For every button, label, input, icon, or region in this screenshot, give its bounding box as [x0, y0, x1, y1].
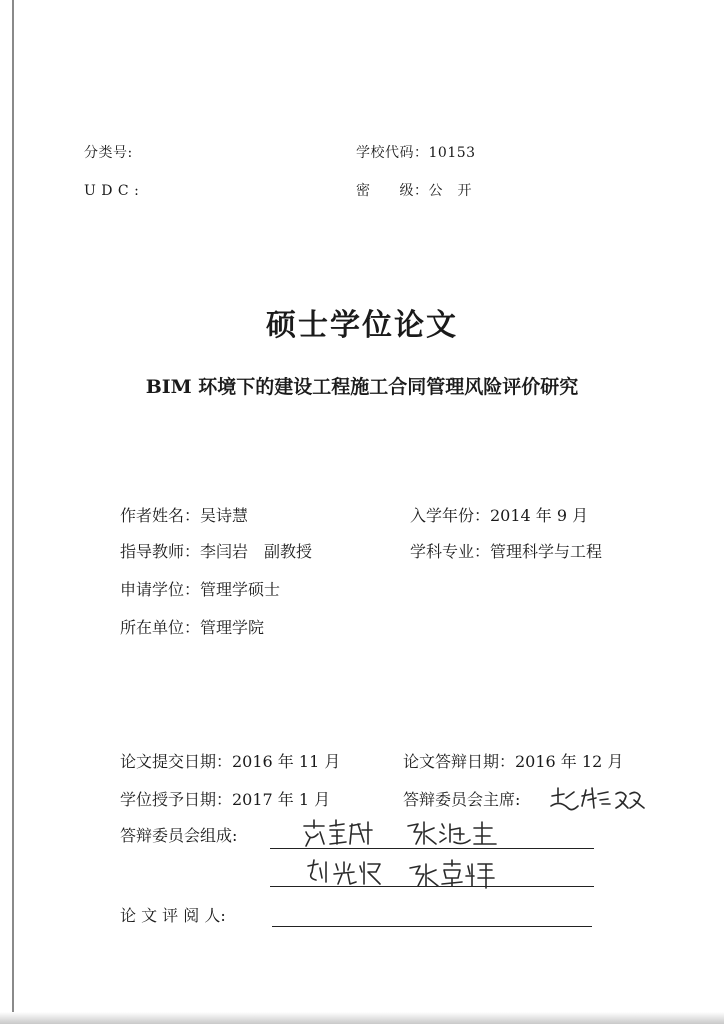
school-code: 学校代码：10153 — [356, 145, 476, 161]
committee-member-signature-4 — [406, 858, 498, 890]
submission-date: 论文提交日期：2016 年 11 月 — [120, 752, 341, 771]
thesis-title: BIM 环境下的建设工程施工合同管理风险评价研究 — [145, 376, 579, 398]
committee-member-signature-1 — [300, 818, 380, 848]
author-name: 作者姓名：吴诗慧 — [120, 506, 249, 525]
enrollment-year: 入学年份：2014 年 9 月 — [410, 506, 589, 525]
degree-applied: 申请学位：管理学硕士 — [120, 580, 281, 599]
scan-bottom-edge — [0, 1012, 724, 1024]
affiliation: 所在单位：管理学院 — [120, 618, 265, 637]
major: 学科专业：管理科学与工程 — [410, 542, 603, 561]
reviewer-line — [272, 926, 592, 927]
thesis-type-title: 硕士学位论文 — [266, 308, 458, 343]
committee-label: 答辩委员会组成: — [120, 826, 238, 845]
committee-member-signature-2 — [404, 818, 500, 848]
secrecy-level: 密 级：公 开 — [356, 183, 472, 199]
award-date: 学位授予日期：2017 年 1 月 — [120, 790, 331, 809]
classification-label: 分类号: — [84, 145, 133, 161]
chair-signature — [548, 784, 648, 816]
reviewer-label: 论 文 评 阅 人: — [120, 906, 226, 925]
committee-member-signature-3 — [304, 858, 384, 888]
scan-left-edge — [12, 0, 14, 1024]
committee-line-1 — [270, 848, 594, 849]
committee-chair-label: 答辩委员会主席: — [403, 790, 521, 809]
udc-label: U D C : — [84, 183, 140, 199]
defense-date: 论文答辩日期：2016 年 12 月 — [403, 752, 624, 771]
advisor: 指导教师：李闫岩 副教授 — [120, 542, 313, 561]
